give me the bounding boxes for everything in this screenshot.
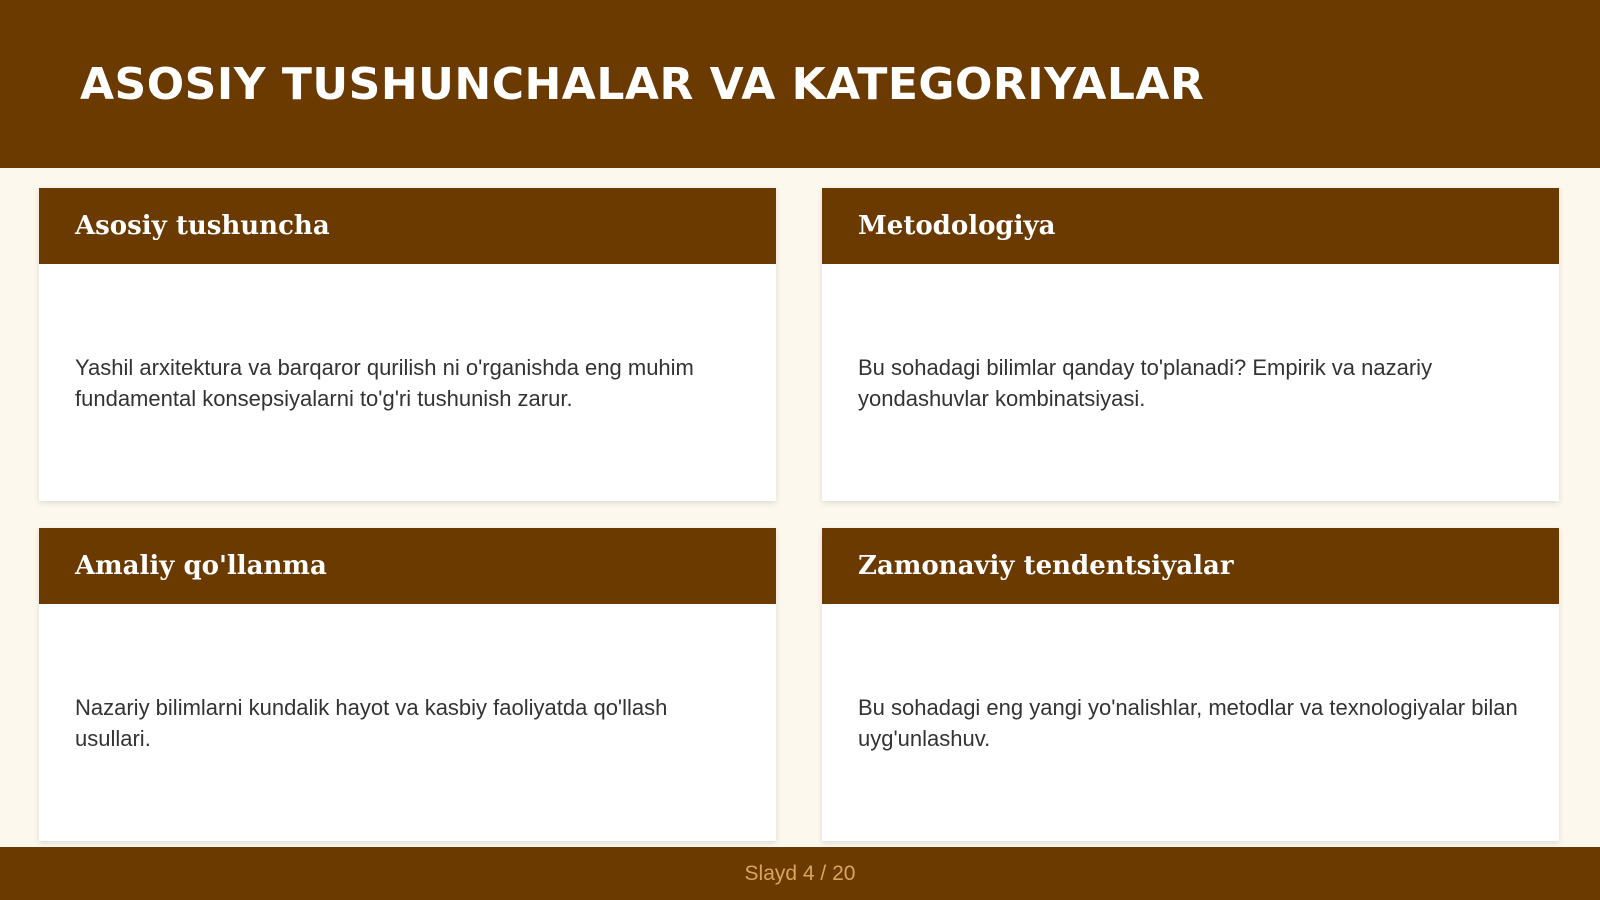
card-amaliy-qollanma xyxy=(39,528,776,841)
card-title: Zamonaviy tendentsiyalar xyxy=(858,551,1234,581)
slide-title: ASOSIY TUSHUNCHALAR VA KATEGORIYALAR xyxy=(80,58,1205,110)
card-header xyxy=(39,188,776,264)
card-metodologiya xyxy=(822,188,1559,501)
card-header xyxy=(822,188,1559,264)
card-text: Nazariy bilimlarni kundalik hayot va kasbiy faoliyatda qo'llash usullari. xyxy=(75,694,668,751)
card-body xyxy=(822,604,1559,841)
card-header xyxy=(822,528,1559,604)
card-text: Bu sohadagi bilimlar qanday to'planadi? Empirik va nazariy yondashuvlar kombinatsiyasi. xyxy=(858,354,1433,411)
card-text: Bu sohadagi eng yangi yo'nalishlar, metodlar va texnologiyalar bilan uyg'unlashuv. xyxy=(858,694,1518,751)
cards-grid xyxy=(39,188,1561,841)
slide-footer xyxy=(0,847,1600,900)
card-body xyxy=(39,604,776,841)
card-asosiy-tushuncha xyxy=(39,188,776,501)
card-zamonaviy-tendentsiyalar xyxy=(822,528,1559,841)
card-body xyxy=(822,264,1559,501)
card-title: Metodologiya xyxy=(858,211,1056,241)
card-title: Amaliy qo'llanma xyxy=(75,551,327,581)
card-title: Asosiy tushuncha xyxy=(75,211,330,241)
card-body xyxy=(39,264,776,501)
slide-header xyxy=(0,0,1600,168)
slide-counter: Slayd 4 / 20 xyxy=(744,861,856,885)
card-text: Yashil arxitektura va barqaror qurilish ni o'rganishda eng muhim fundamental konsepsiyalarni to'g'ri tushunish zarur. xyxy=(75,354,694,411)
card-header xyxy=(39,528,776,604)
